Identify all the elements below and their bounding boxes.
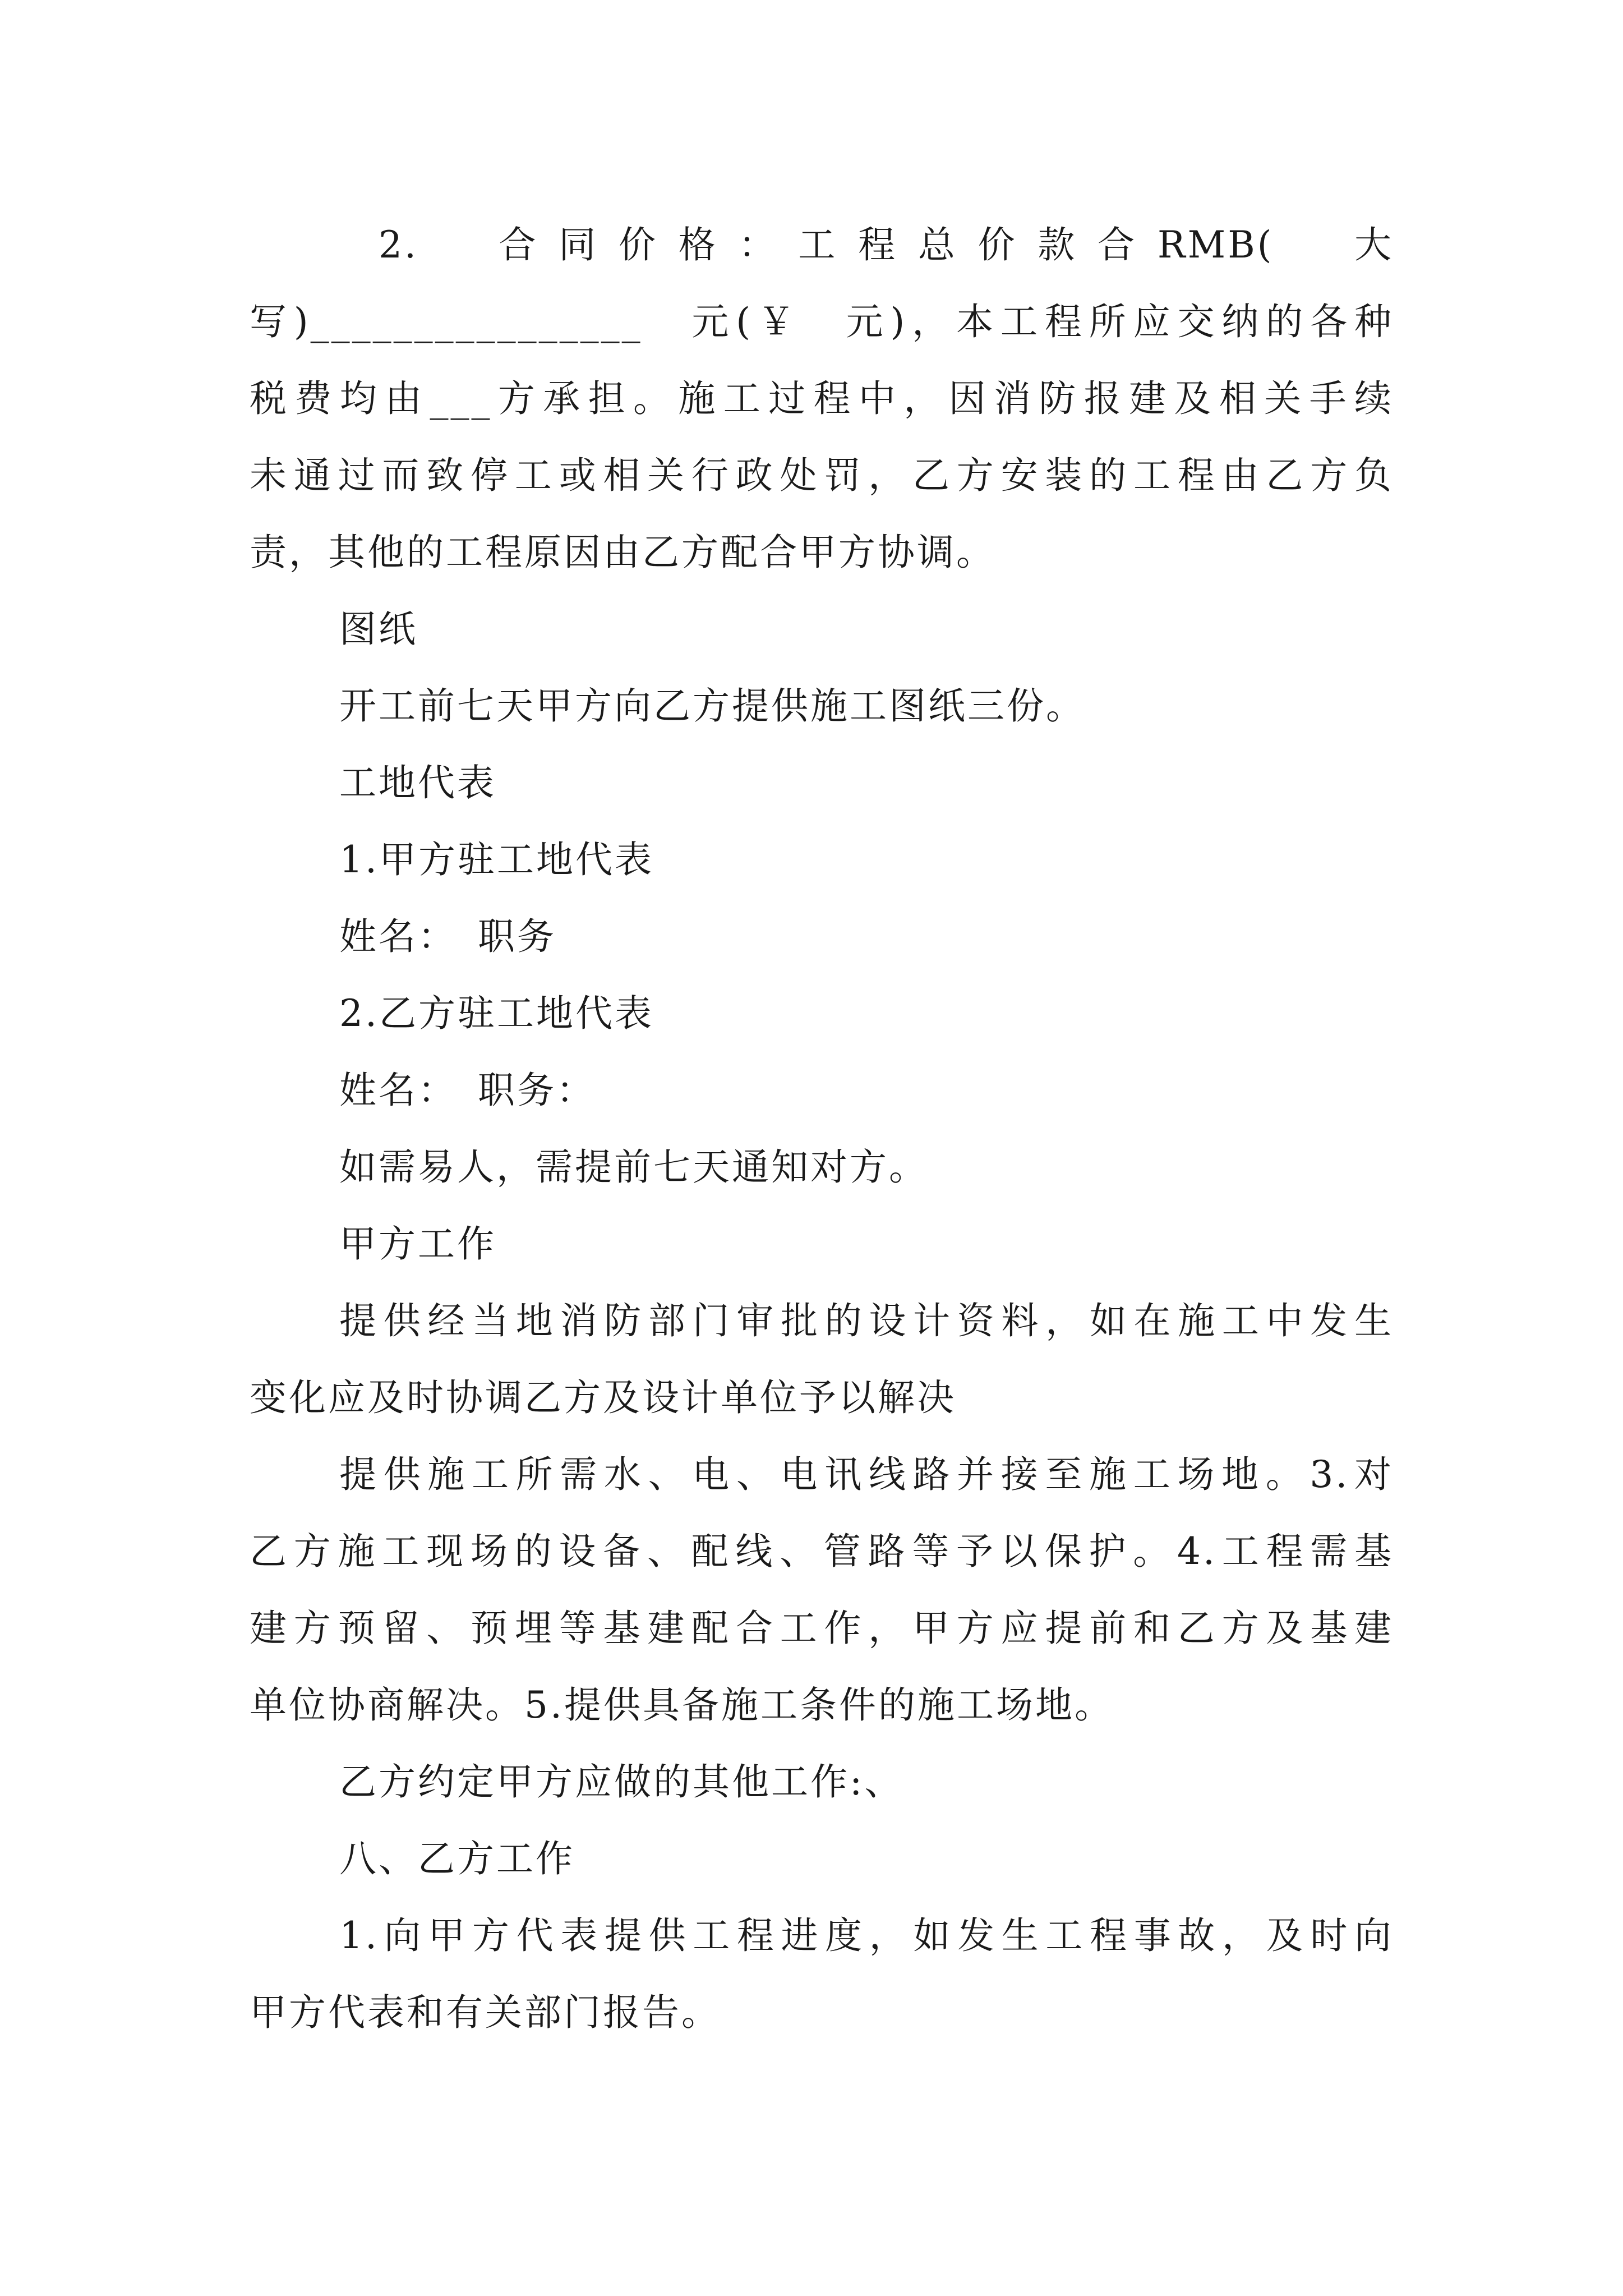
paragraph-line: 变化应及时协调乙方及设计单位予以解决 <box>250 1376 956 1419</box>
paragraph-line: 乙方约定甲方应做的其他工作:、 <box>339 1760 904 1803</box>
section-heading: 八、乙方工作 <box>339 1837 575 1880</box>
list-item: 2.乙方驻工地代表 <box>339 992 654 1035</box>
list-item: 1.向甲方代表提供工程进度，如发生工程事故，及时向 <box>339 1914 1394 1957</box>
paragraph-line: 2. 合同价格：工程总价款合RMB( 大 <box>379 223 1394 266</box>
paragraph-line: 乙方施工现场的设备、配线、管路等予以保护。4.工程需基 <box>250 1530 1394 1573</box>
paragraph-line: 税费均由___方承担。施工过程中，因消防报建及相关手续 <box>250 377 1394 420</box>
list-item: 1.甲方驻工地代表 <box>339 838 654 881</box>
paragraph-line: 建方预留、预埋等基建配合工作，甲方应提前和乙方及基建 <box>250 1607 1394 1650</box>
section-heading: 图纸 <box>339 608 418 651</box>
paragraph-line: 未通过而致停工或相关行政处罚，乙方安装的工程由乙方负 <box>250 454 1394 497</box>
section-heading: 甲方工作 <box>339 1222 496 1266</box>
paragraph-line: 甲方代表和有关部门报告。 <box>250 1991 721 2034</box>
paragraph-line: 姓名： 职务： <box>339 1069 596 1112</box>
paragraph-line: 如需易人，需提前七天通知对方。 <box>339 1145 928 1189</box>
paragraph-line: 提供经当地消防部门审批的设计资料，如在施工中发生 <box>339 1299 1394 1342</box>
paragraph-line: 责，其他的工程原因由乙方配合甲方协调。 <box>250 531 995 574</box>
paragraph-line: 姓名： 职务 <box>339 915 556 958</box>
paragraph-line: 开工前七天甲方向乙方提供施工图纸三份。 <box>339 684 1085 728</box>
paragraph-line: 提供施工所需水、电、电讯线路并接至施工场地。3.对 <box>339 1453 1394 1496</box>
section-heading: 工地代表 <box>339 761 496 804</box>
paragraph-line: 写)________________ 元(￥ 元)，本工程所应交纳的各种 <box>250 300 1394 343</box>
paragraph-line: 单位协商解决。5.提供具备施工条件的施工场地。 <box>250 1683 1114 1727</box>
